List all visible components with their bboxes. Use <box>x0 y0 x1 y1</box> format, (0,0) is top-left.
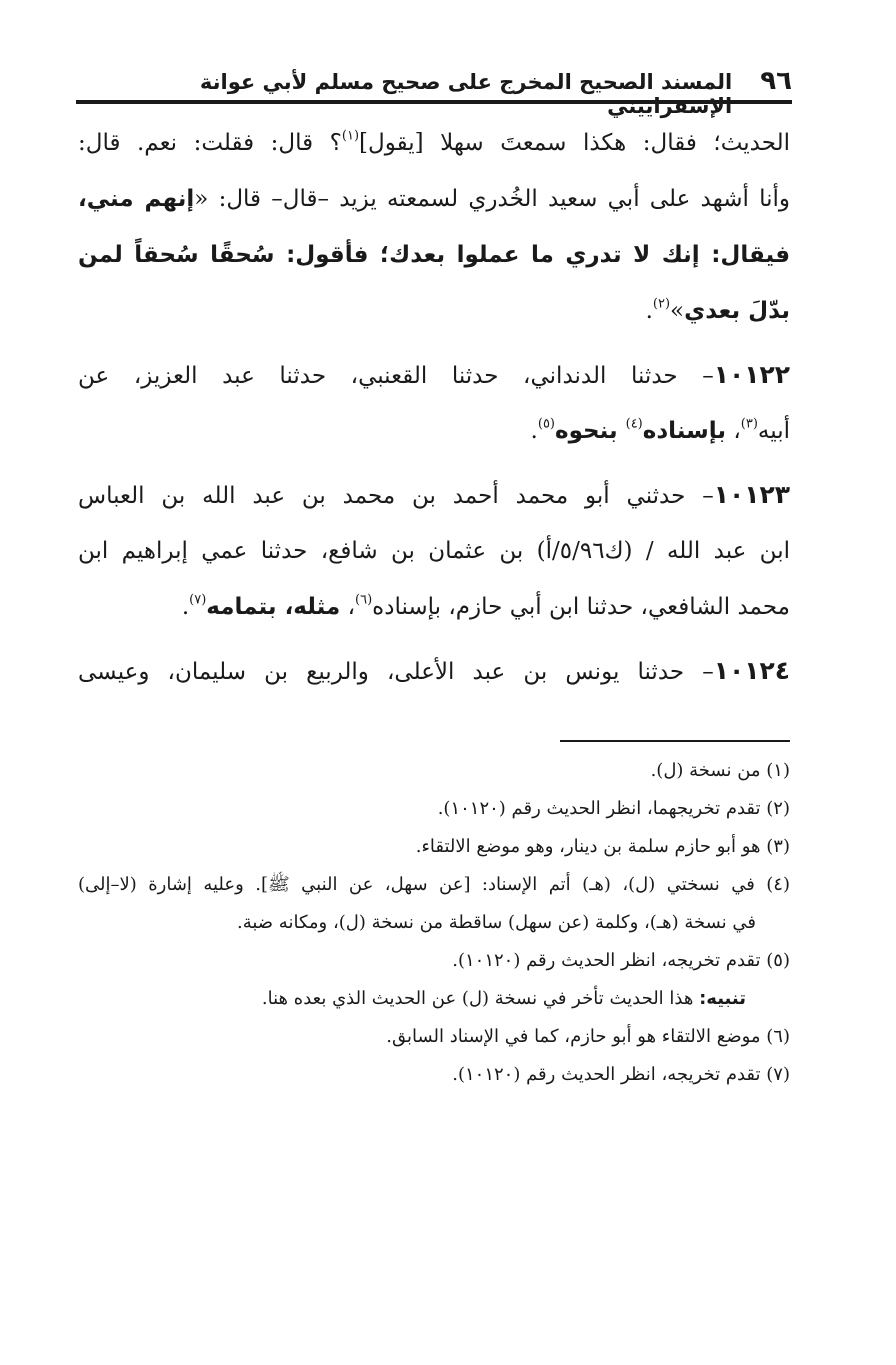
text-span: ؟ قال: فقلت: نعم. قال: <box>78 130 342 156</box>
text-span: أبيه <box>757 418 790 444</box>
footnote-6: (٦) موضع الالتقاء هو أبو حازم، كما في الإسناد السابق. <box>386 1026 790 1047</box>
bold-text: بنحوه <box>555 418 626 444</box>
footnotes <box>78 752 790 1094</box>
footnote-ref: (٢) <box>652 296 671 312</box>
text-line <box>78 227 790 283</box>
footnote-note <box>78 980 790 1018</box>
footnote-4-continued: في نسخة (هـ)، وكلمة (عن سهل) ساقطة من نسخة (ل)، ومكانه ضبة. <box>237 912 756 933</box>
hadith-text: إنهم مني، <box>78 186 195 212</box>
hadith-entry-10122 <box>78 347 790 403</box>
footnote-7: (٧) تقدم تخريجه، انظر الحديث رقم (١٠١٢٠). <box>452 1064 790 1085</box>
text-line <box>78 579 790 635</box>
hadith-text: بدّلَ بعدي <box>684 298 790 324</box>
text-span: . <box>645 298 653 324</box>
hadith-number: ١٠١٢٢ <box>713 360 790 389</box>
text-line <box>78 403 790 459</box>
text-span: ، <box>726 418 741 444</box>
bold-text: بإسناده <box>642 418 727 444</box>
page-number: ٩٦ <box>760 66 792 96</box>
running-title: المسند الصحيح المخرج على صحيح مسلم لأبي عوانة الإسفراييني <box>199 70 733 118</box>
text-span: . <box>181 594 190 620</box>
footnote-ref: (٧) <box>189 592 207 608</box>
text-line <box>78 115 790 171</box>
text-span: ، <box>340 594 356 620</box>
footnote-ref: (٤) <box>625 416 643 432</box>
text-line <box>78 523 790 579</box>
note-text: هذا الحديث تأخر في نسخة (ل) عن الحديث الذي بعده هنا. <box>261 988 700 1009</box>
text-span: وأنا أشهد على أبي سعيد الخُدري لسمعته يزيد –قال– قال: « <box>194 186 790 212</box>
footnote-separator <box>560 740 790 742</box>
text-span: ابن عبد الله / (ك٥/٩٦/أ) بن عثمان بن شافع، حدثنا عمي إبراهيم ابن <box>78 538 790 564</box>
quote-mark: » <box>670 298 685 324</box>
header-rule <box>76 100 792 104</box>
footnote-2: (٢) تقدم تخريجهما، انظر الحديث رقم (١٠١٢٠). <box>437 798 790 819</box>
bold-text: مثله، بتمامه <box>206 594 341 620</box>
hadith-entry-10124 <box>78 643 790 699</box>
footnote-5: (٥) تقدم تخريجه، انظر الحديث رقم (١٠١٢٠). <box>452 950 790 971</box>
text-span: . <box>530 418 538 444</box>
footnote-ref: (١) <box>341 128 360 144</box>
main-text <box>78 115 790 699</box>
text-span: محمد الشافعي، حدثنا ابن أبي حازم، بإسناده <box>372 594 790 620</box>
note-label: تنبيه: <box>699 988 746 1009</box>
text-span: – حدثنا الدنداني، حدثنا القعنبي، حدثنا عبد العزيز، عن <box>78 363 714 389</box>
text-line <box>78 283 790 339</box>
footnote-ref: (٦) <box>355 592 373 608</box>
text-span: – حدثني أبو محمد أحمد بن محمد بن عبد الله بن العباس <box>78 483 714 509</box>
page-header <box>76 66 792 118</box>
text-line <box>78 171 790 227</box>
footnote-4: (٤) في نسختي (ل)، (هـ) أتم الإسناد: [عن سهل، عن النبي ﷺ]. وعليه إشارة (لا–إلى) <box>78 874 790 895</box>
footnote-ref: (٣) <box>740 416 758 432</box>
footnote-3: (٣) هو أبو حازم سلمة بن دينار، وهو موضع الالتقاء. <box>415 836 790 857</box>
footnote-1: (١) من نسخة (ل). <box>650 760 790 781</box>
footnote-ref: (٥) <box>537 416 555 432</box>
hadith-number: ١٠١٢٣ <box>713 480 790 509</box>
text-span: – حدثنا يونس بن عبد الأعلى، والربيع بن سليمان، وعيسى <box>78 659 714 685</box>
hadith-number: ١٠١٢٤ <box>713 656 790 685</box>
hadith-entry-10123 <box>78 467 790 523</box>
text-span: الحديث؛ فقال: هكذا سمعتَ سهلا [يقول] <box>359 130 790 156</box>
hadith-text: فيقال: إنك لا تدري ما عملوا بعدك؛ فأقول: سُحقًا سُحقاً لمن <box>78 242 790 268</box>
